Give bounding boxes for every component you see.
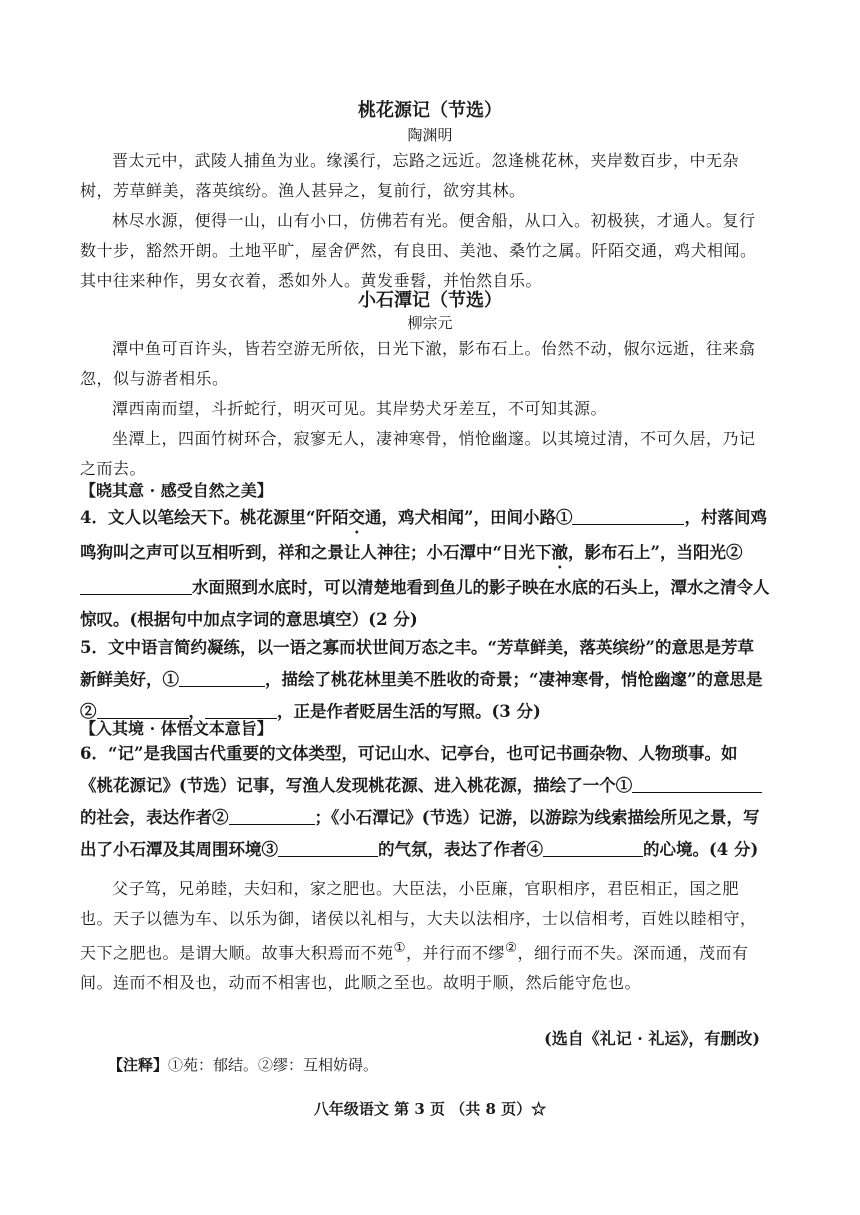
question-5: 5．文中语言简约凝练，以一语之寡而状世间万态之丰。“芳草鲜美，落英缤纷”的意思是芳草新鲜美好，① ，描绘了桃花林里美不胜收的奇景；“凄神寒骨，悄怆幽邃”的意思是② ， ，正是作者贬居生活的写照。(3 分) xyxy=(80,638,763,721)
passage3-body xyxy=(80,874,770,998)
answer-blank-4[interactable] xyxy=(543,838,643,857)
emphasis-char: 澈 xyxy=(551,543,568,562)
footnote-marker: ② xyxy=(504,941,518,956)
annotation xyxy=(108,1054,378,1075)
passage1-body xyxy=(80,146,770,296)
answer-blank-1[interactable] xyxy=(632,774,762,793)
answer-blank-2[interactable] xyxy=(229,806,315,825)
passage2-author: 柳宗元 xyxy=(407,314,453,332)
passage1-paragraph: 林尽水源，便得一山，山有小口，仿佛若有光。便舍船，从口入。初极狭，才通人。复行数十步，豁然开朗。土地平旷，屋舍俨然，有良田、美池、桑竹之属。阡陌交通，鸡犬相闻。其中往来种作，男女衣着，悉如外人。黄发垂髫，并怡然自乐。 xyxy=(80,211,757,290)
answer-blank-3[interactable] xyxy=(278,838,378,857)
passage2-paragraph: 潭中鱼可百许头，皆若空游无所依，日光下澈，影布石上。佁然不动，俶尔远逝，往来翕忽，似与游者相乐。 xyxy=(80,339,756,388)
answer-blank-1[interactable] xyxy=(572,506,684,525)
footnote-marker: ① xyxy=(393,941,406,956)
passage3-paragraph: 父子笃，兄弟睦，夫妇和，家之肥也。大臣法，小臣廉，官职相序，君臣相正，国之肥也。天子以德为车、以乐为御，诸侯以礼相与，大夫以法相序，士以信相考，百姓以睦相守，天下之肥也。是谓大顺。故事大积焉而不苑①，并行而不缪②，细行而不失。深而通，茂而有间。连而不相及也，动而不相害也，此顺之至也。故明于顺，然后能守危也。 xyxy=(80,879,757,993)
question-6: 6．“记”是我国古代重要的文体类型，可记山水、记亭台，也可记书画杂物、人物琐事。如《桃花源记》(节选）记事，写渔人发现桃花源、进入桃花源，描绘了一个①的社会，表达作者② ；《小石潭记》(节选）记游，以游踪为线索描绘所见之景，写出了小石潭及其周围环境③ 的气氛，表达了作者④ 的心境。(4 分) xyxy=(80,738,770,866)
passage1-paragraph: 晋太元中，武陵人捕鱼为业。缘溪行，忘路之远近。忽逢桃花林，夹岸数百步，中无杂树，芳草鲜美，落英缤纷。渔人甚异之，复前行，欲穷其林。 xyxy=(80,151,740,200)
question-4: 4．文人以笔绘天下。桃花源里“阡陌交通，鸡犬相闻”，田间小路① ，村落间鸡鸣狗叫之声可以互相听到，祥和之景让人神往；小石潭中“日光下澈，影布石上”，当阳光②水面照到水底时，可以清楚地看到鱼儿的影子映在水底的石头上，潭水之清令人惊叹。(根据句中加点字词的意思填空）(2 分) xyxy=(80,508,770,629)
section-heading-2: 【入其境 · 体悟文本意旨】 xyxy=(80,719,273,738)
answer-blank-1[interactable] xyxy=(179,668,265,687)
annotation-text: ①苑：郁结。②缪：互相妨碍。 xyxy=(168,1056,379,1074)
answer-blank-2[interactable] xyxy=(80,576,192,595)
page-footer: 八年级语文 第 3 页 （共 8 页）☆ xyxy=(313,1100,547,1118)
passage2-paragraph: 坐潭上，四面竹树环合，寂寥无人，凄神寒骨，悄怆幽邃。以其境过清，不可久居，乃记之而去。 xyxy=(80,429,756,478)
section-heading-1: 【晓其意 · 感受自然之美】 xyxy=(80,481,273,500)
passage3-source: (选自《礼记 · 礼运》，有删改) xyxy=(544,1029,760,1048)
emphasis-char: 交 xyxy=(348,508,365,527)
passage2-body xyxy=(80,334,770,484)
passage2-paragraph: 潭西南而望，斗折蛇行，明灭可见。其岸势犬牙差互，不可知其源。 xyxy=(112,399,608,418)
passage1-author: 陶渊明 xyxy=(407,126,453,144)
passage1-title: 桃花源记（节选） xyxy=(358,100,502,121)
passage2-title: 小石潭记（节选） xyxy=(358,290,502,311)
annotation-label: 【注释】 xyxy=(108,1056,169,1074)
